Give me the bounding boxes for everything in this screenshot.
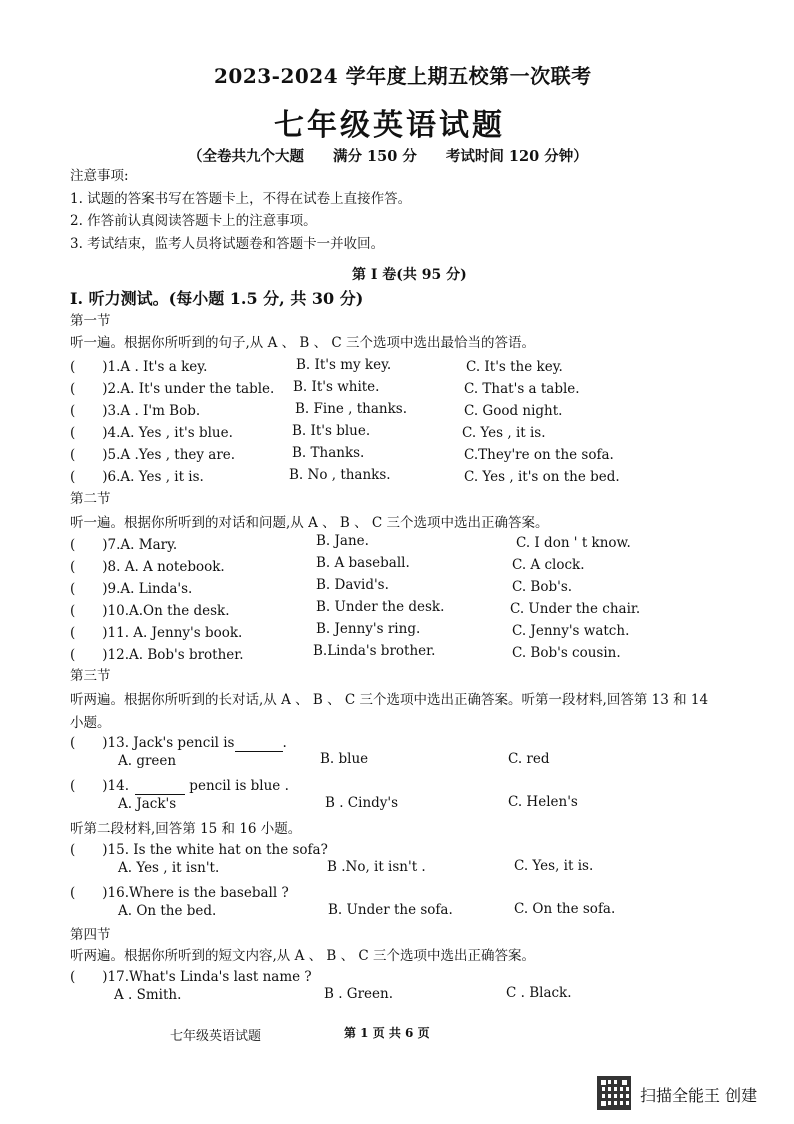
option-b: B. Under the desk. — [316, 599, 445, 615]
question-stem: ( )2.A. It's under the table. — [70, 381, 275, 397]
question-stem: ( )7.A. Mary. — [70, 537, 178, 553]
option-a: A. Jack's — [118, 796, 177, 812]
question-stem: ( )10.A.On the desk. — [70, 603, 230, 619]
option-b: B.Linda's brother. — [313, 643, 436, 659]
question-stem: ( )16.Where is the baseball ? — [70, 885, 289, 901]
option-a: A. Yes , it isn't. — [118, 860, 220, 876]
question-stem: ( )12.A. Bob's brother. — [70, 647, 244, 663]
option-c: C. Good night. — [464, 403, 563, 419]
answer-blank — [135, 778, 185, 795]
part-instruction: 听一遍。根据你所听到的对话和问题,从 A 、 B 、 C 三个选项中选出正确答案。 — [70, 515, 549, 531]
question-suffix: . — [282, 735, 287, 751]
option-b: B . Green. — [324, 986, 393, 1002]
volume-title: 第 I 卷(共 95 分) — [352, 267, 467, 283]
question-stem: ( )13. Jack's pencil is — [70, 735, 235, 751]
part-instruction: 听两遍。根据你所听到的长对话,从 A 、 B 、 C 三个选项中选出正确答案。听第一段材料,回答第 13 和 14 — [70, 692, 709, 708]
part-instruction: 小题。 — [70, 715, 111, 731]
answer-blank — [235, 735, 283, 752]
part-label: 第一节 — [70, 313, 111, 329]
exam-header-line: 2023-2024 学年度上期五校第一次联考 — [214, 64, 592, 88]
option-a: A . Smith. — [114, 987, 182, 1003]
notice-item: 2. 作答前认真阅读答题卡上的注意事项。 — [70, 213, 317, 229]
question-stem: ( )4.A. Yes , it's blue. — [70, 425, 233, 441]
option-b: B. David's. — [316, 577, 389, 593]
option-b: B. It's blue. — [292, 423, 371, 439]
option-c: C. I don ' t know. — [516, 535, 631, 551]
question-stem: ( )6.A. Yes , it is. — [70, 469, 204, 485]
question-stem: ( )15. Is the white hat on the sofa? — [70, 842, 328, 858]
option-c: C. That's a table. — [464, 381, 580, 397]
option-a: A. green — [118, 753, 177, 769]
sub-instruction: 听第二段材料,回答第 15 和 16 小题。 — [70, 821, 302, 837]
question-stem: ( )3.A . I'm Bob. — [70, 403, 201, 419]
question-14 — [70, 774, 289, 795]
option-c: C. Yes , it's on the bed. — [464, 469, 620, 485]
question-13 — [70, 731, 287, 752]
question-stem: ( )1.A . It's a key. — [70, 359, 208, 375]
part-instruction: 听一遍。根据你所听到的句子,从 A 、 B 、 C 三个选项中选出最恰当的答语。 — [70, 335, 536, 351]
part-label: 第三节 — [70, 668, 111, 684]
footer-title: 七年级英语试题 — [170, 1029, 262, 1044]
option-b: B. Jane. — [316, 533, 369, 549]
notice-heading: 注意事项: — [70, 168, 129, 184]
option-b: B. It's white. — [293, 379, 380, 395]
option-b: B .No, it isn't . — [327, 859, 426, 875]
option-b: B. Thanks. — [292, 445, 365, 461]
option-c: C.They're on the sofa. — [464, 447, 614, 463]
option-b: B. It's my key. — [296, 357, 392, 373]
option-c: C. Yes, it is. — [514, 858, 594, 874]
option-c: C. A clock. — [512, 557, 585, 573]
notice-item: 1. 试题的答案书写在答题卡上，不得在试卷上直接作答。 — [70, 191, 412, 207]
exam-title: 七年级英语试题 — [274, 108, 505, 143]
option-a: A. On the bed. — [118, 903, 217, 919]
option-b: B. A baseball. — [316, 555, 410, 571]
question-stem: ( )9.A. Linda's. — [70, 581, 193, 597]
option-c: C. Helen's — [508, 794, 578, 810]
option-c: C. Under the chair. — [510, 601, 641, 617]
question-stem: ( )17.What's Linda's last name ? — [70, 969, 312, 985]
page-number: 第 1 页 共 6 页 — [344, 1026, 430, 1040]
scanner-watermark: 扫描全能王 创建 — [640, 1086, 758, 1105]
exam-subtitle: （全卷共九个大题 满分 150 分 考试时间 120 分钟） — [188, 148, 588, 165]
option-b: B. No , thanks. — [289, 467, 391, 483]
question-stem: ( )11. A. Jenny's book. — [70, 625, 243, 641]
option-b: B . Cindy's — [325, 795, 399, 811]
option-c: C. Yes , it is. — [462, 425, 546, 441]
question-stem: ( )5.A .Yes , they are. — [70, 447, 236, 463]
option-c: C. red — [508, 751, 550, 767]
option-b: B. Fine , thanks. — [295, 401, 408, 417]
option-c: C . Black. — [506, 985, 572, 1001]
part-label: 第四节 — [70, 927, 111, 943]
question-stem: ( )14. — [70, 778, 130, 794]
option-b: B. Jenny's ring. — [316, 621, 421, 637]
part-label: 第二节 — [70, 491, 111, 507]
section-title: I. 听力测试。(每小题 1.5 分, 共 30 分) — [70, 289, 364, 308]
option-c: C. On the sofa. — [514, 901, 616, 917]
qr-code-icon — [597, 1076, 631, 1110]
part-instruction: 听两遍。根据你所听到的短文内容,从 A 、 B 、 C 三个选项中选出正确答案。 — [70, 948, 536, 964]
question-stem: ( )8. A. A notebook. — [70, 559, 225, 575]
option-c: C. It's the key. — [466, 359, 563, 375]
notice-item: 3. 考试结束，监考人员将试题卷和答题卡一并收回。 — [70, 236, 385, 252]
option-c: C. Bob's. — [512, 579, 573, 595]
option-c: C. Bob's cousin. — [512, 645, 621, 661]
option-b: B. Under the sofa. — [328, 902, 453, 918]
question-suffix: pencil is blue . — [185, 778, 289, 794]
option-b: B. blue — [320, 751, 369, 767]
option-c: C. Jenny's watch. — [512, 623, 630, 639]
